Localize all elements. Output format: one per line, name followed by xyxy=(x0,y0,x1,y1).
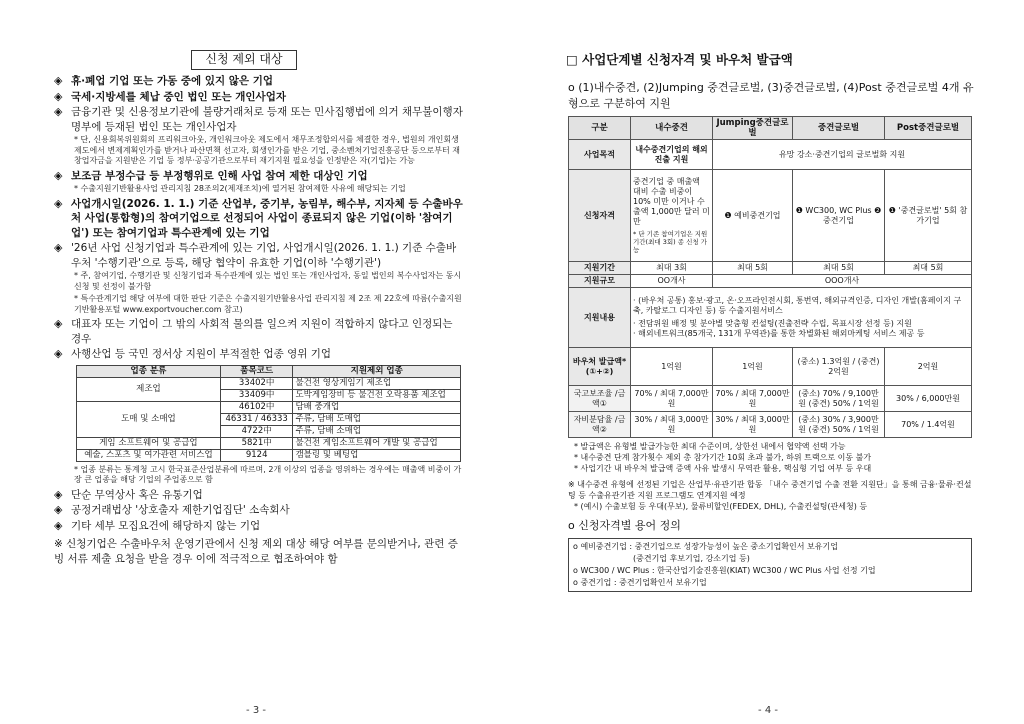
list-item: ◈ 금융기관 및 신용정보기관에 불량거래처로 등재 또는 민사집행법에 의거 채무불이행자 명부에 등재된 법인 또는 개인사업자 xyxy=(54,105,463,133)
list-item: ◈ 사행산업 등 국민 정서상 지원이 부적절한 업종 영위 기업 xyxy=(54,347,331,360)
footnote: * 사업기간 내 바우처 발급액 증액 사유 발생시 무역관 활용, 핵심형 기업 여부 등 우대 xyxy=(574,464,872,473)
section-title: 신청 제외 대상 xyxy=(191,50,297,70)
footnote: * 단, 신용회복위원회의 프리워크아웃, 개인워크아웃 제도에서 채무조정합의서를 체결한 경우, 법원의 개인회생제도에서 변제계획인가를 받거나 파산면책 선고자, 회생인가를 받은 기업, 중소벤처기업진흥공단 등으로부터 재창업자금을 지원받은 기업 등 정부·공공기관으로부터 재기지원 필요성을 인정받은 자(기업)는 가능 xyxy=(74,135,460,165)
footnote: * 주, 참여기업, 수행기관 및 신청기업과 특수관계에 있는 법인 또는 개인사업자, 동일 법인의 복수사업자는 동시 신청 및 선정이 불가함 xyxy=(74,271,462,291)
table-row: 4722中 주류, 담배 소매업 xyxy=(77,425,461,437)
table-row: 사업목적 내수중견기업의 해외진출 지원 유망 강소·중견기업의 글로벌화 지원 xyxy=(569,140,972,170)
eligibility-table xyxy=(568,116,972,438)
table-header: 내수중견 xyxy=(631,117,713,140)
footnote: * 업종 분류는 통계청 고시 한국표준산업분류에 따르며, 2개 이상의 업종을 영위하는 경우에는 매출액 비중이 가장 큰 업종을 해당 기업의 주업종으로 함 xyxy=(74,464,462,484)
excluded-industry-table xyxy=(76,365,461,462)
definition-item: o 예비중견기업 : 중견기업으로 성장가능성이 높은 중소기업확인서 보유기업 xyxy=(573,542,838,551)
list-item: ◈ 대표자 또는 기업이 그 밖의 사회적 물의를 일으켜 지원이 적합하지 않다고 인정되는 경우 xyxy=(54,317,453,345)
note: ※ 내수중견 유형에 선정된 기업은 산업부·유관기관 합동 「내수 중견기업 수출 전환 지원단」을 통해 금융·물류·컨설팅 등 수출유관기관 지원 프로그램도 연계지원 예정 xyxy=(568,480,972,500)
list-item: ◈ 단순 무역상사 혹은 유통기업 xyxy=(54,487,203,501)
table-row: 예술, 스포츠 및 여가관련 서비스업 9124 갬블링 및 베팅업 xyxy=(77,449,461,461)
voucher-section xyxy=(568,80,978,592)
list-item: ◈ 사업개시일(2026. 1. 1.) 기준 산업부, 중기부, 농림부, 해수부, 지자체 등 수출바우처 사업(통합형)의 참여기업으로 선정되어 사업이 종료되지 않은 기업(이하 '참여기업') 또는 참여기업과 특수관계에 있는 기업 xyxy=(54,196,463,239)
footnote: * 수출지원기반활용사업 관리지침 28조의2(제재조치)에 열거된 참여제한 사유에 해당되는 기업 xyxy=(74,184,406,193)
table-header: 중견글로벌 xyxy=(793,117,885,140)
definition-item: o 중견기업 : 중견기업확인서 보유기업 xyxy=(573,578,707,587)
definition-item: (중견기업 후보기업, 강소기업 등) xyxy=(633,554,750,563)
table-row: 자비분담율 /금액② 30% / 최대 3,000만원 30% / 최대 3,000만원 (중소) 30% / 3,900만원 (중견) 50% / 1억원 70% / 1.4억원 xyxy=(569,412,972,438)
section-heading: □ 사업단계별 신청자격 및 바우처 발급액 xyxy=(566,52,793,67)
table-row: 지원규모 OO개사 OOO개사 xyxy=(569,275,972,288)
footnote: * 발급액은 유형별 발급가능한 최대 수준이며, 상한선 내에서 협약액 선택 가능 xyxy=(574,442,846,451)
table-row: 국고보조율 /금액① 70% / 최대 7,000만원 70% / 최대 7,000만원 (중소) 70% / 9,100만원 (중견) 50% / 1억원 30% / 6,000만원 xyxy=(569,386,972,412)
definition-heading: o 신청자격별 용어 정의 xyxy=(568,519,681,532)
footnote: * 내수중견 단계 참가횟수 제외 총 참가기간 10회 초과 불가, 하위 트랙으로 이동 불가 xyxy=(574,453,872,462)
exclusion-list xyxy=(54,74,464,566)
table-row: 지원내용 · (바우처 공통) 홍보·광고, 온·오프라인전시회, 통번역, 해외규격인증, 디자인 개발(홈페이지 구축, 카탈로그 디자인 등) 등 수출지원서비스 · 전담위원 배정 및 분야별 맞춤형 컨설팅(진출전략 수립, 목표시장 선정 등) 지원 · 해외네트워크(85개국, 131개 무역관)를 통한 차별화된 해외마케팅 서비스 제공 등 xyxy=(569,288,972,348)
note: ※ 신청기업은 수출바우처 운영기관에서 신청 제외 대상 해당 여부를 문의받거나, 관련 증빙 서류 제출 요청을 받을 경우 이에 적극적으로 협조하여야 함 xyxy=(54,538,458,565)
list-item: ◈ 휴·폐업 기업 또는 가동 중에 있지 않은 기업 xyxy=(54,74,274,87)
table-header: 업종 분류 xyxy=(77,365,221,377)
list-item: ◈ 보조금 부정수급 등 부정행위로 인해 사업 참여 제한 대상인 기업 xyxy=(54,168,368,182)
table-row: 바우처 발급액* (①+②) 1억원 1억원 (중소) 1.3억원 / (중견) 2억원 2억원 xyxy=(569,348,972,386)
table-row: 지원기간 최대 3회 최대 5회 최대 5회 최대 5회 xyxy=(569,262,972,275)
table-row: 제조업 33402中 불건전 영상게임기 제조업 xyxy=(77,377,461,389)
table-header: Post중견글로벌 xyxy=(885,117,972,140)
footnote: * 특수관계기업 해당 여부에 대한 판단 기준은 수출지원기반활용사업 관리지침 제 2조 제 22호에 따름(수출지원기반활용포털 www.exportvoucher.com 참고) xyxy=(74,294,462,314)
list-item: ◈ 기타 세부 모집요건에 해당하지 않는 기업 xyxy=(54,518,261,532)
table-row: 신청자격 중견기업 중 매출액 대비 수출 비중이 10% 미만 이거나 수출액 1,000만 달러 미만 * 단 기존 참여기업은 지원기간(최대 3회) 종 신청 가능 ❶ 예비중견기업 ❶ WC300, WC Plus ❷ 중견기업 ❶ '중견글로벌' 5회 참가기업 xyxy=(569,170,972,262)
intro-text: o (1)내수중견, (2)Jumping 중견글로벌, (3)중견글로벌, (4)Post 중견글로벌 4개 유형으로 구분하여 지원 xyxy=(568,81,974,110)
page-number: - 3 - xyxy=(246,705,266,716)
definition-item: o WC300 / WC Plus : 한국산업기술진흥원(KIAT) WC300 / WC Plus 사업 선정 기업 xyxy=(573,566,876,575)
list-item: ◈ 공정거래법상 '상호출자 제한기업집단' 소속회사 xyxy=(54,503,290,516)
table-row: 도매 및 소매업 46102中 담배 중개업 xyxy=(77,401,461,413)
table-header: 품목코드 xyxy=(220,365,293,377)
definition-box xyxy=(568,538,972,592)
note-example: * (예시) 수출보험 등 우대(무보), 물류비할인(FEDEX, DHL), 수출컨설팅(관세청) 등 xyxy=(574,502,868,511)
list-item: ◈ 국세·지방세를 체납 중인 법인 또는 개인사업자 xyxy=(54,89,286,103)
table-row: 게임 소프트웨어 및 공급업 5821中 불건전 게임소프트웨어 개발 및 공급업 xyxy=(77,437,461,449)
page-number: - 4 - xyxy=(758,705,778,716)
table-header: Jumping중견글로벌 xyxy=(713,117,793,140)
table-header: 지원제외 업종 xyxy=(293,365,461,377)
table-header: 구분 xyxy=(569,117,631,140)
table-row: 33409中 도박게임장비 등 불건전 오락용품 제조업 xyxy=(77,389,461,401)
table-row: 46331 / 46333 주류, 담배 도매업 xyxy=(77,413,461,425)
list-item: ◈ '26년 사업 신청기업과 특수관계에 있는 기업, 사업개시일(2026. 1. 1.) 기준 수출바우처 '수행기관'으로 등록, 해당 협약이 유효한 기업(이하 '수행기관') xyxy=(54,241,457,269)
